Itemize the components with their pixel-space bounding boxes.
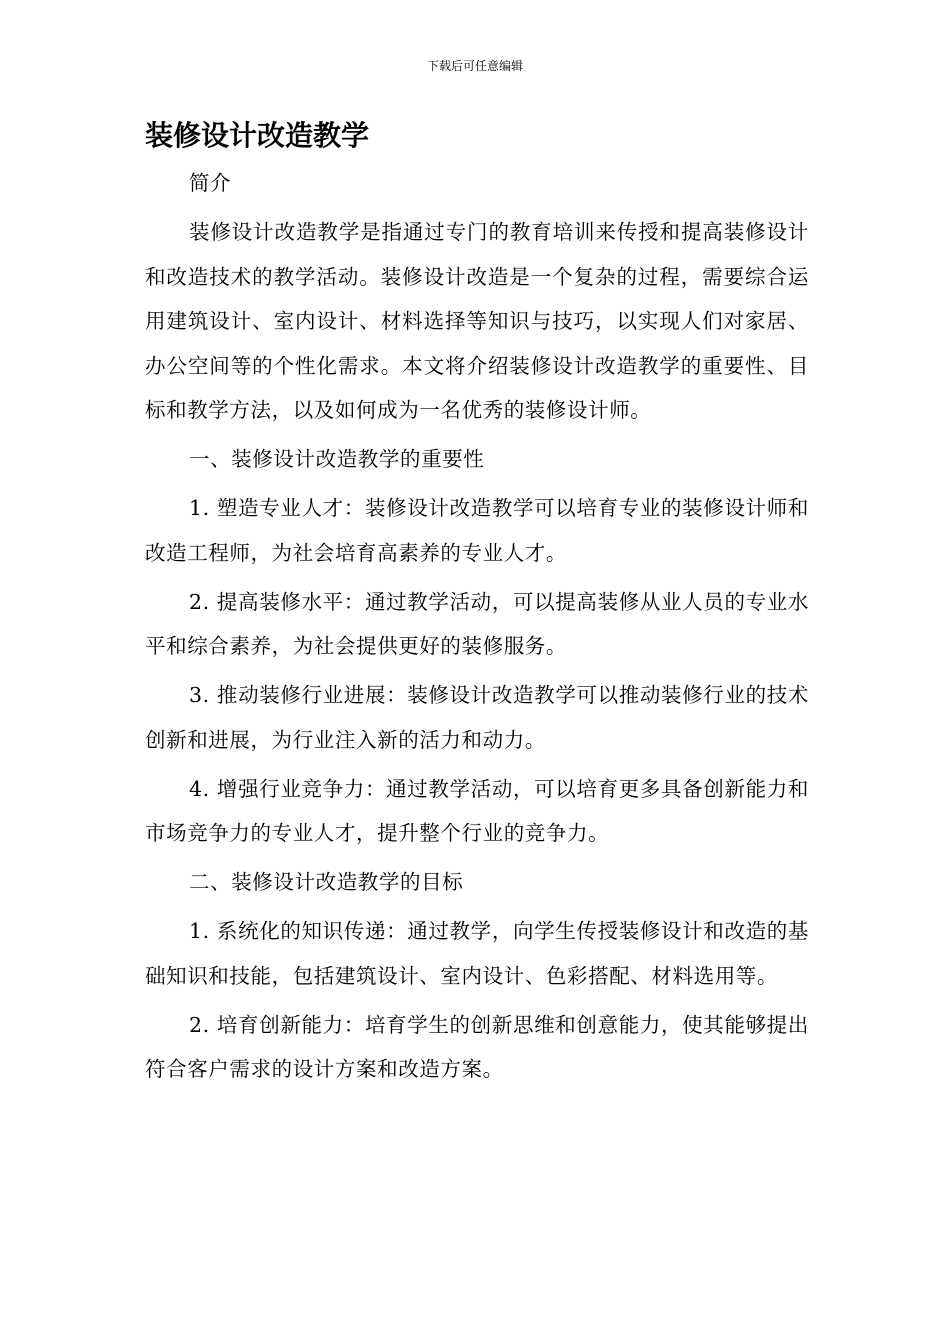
- header-note: 下载后可任意编辑: [426, 59, 523, 73]
- document-title: 装修设计改造教学: [145, 119, 370, 152]
- importance-item-3: 3. 推动装修行业进展：装修设计改造教学可以推动装修行业的技术创新和进展，为行业注入新的活力和动力。: [145, 683, 809, 752]
- importance-item-1: 1. 塑造专业人才：装修设计改造教学可以培育专业的装修设计师和改造工程师，为社会培育高素养的专业人才。: [145, 496, 809, 565]
- goals-item-1: 1. 系统化的知识传递：通过教学，向学生传授装修设计和改造的基础知识和技能，包括建筑设计、室内设计、色彩搭配、材料选用等。: [145, 919, 809, 988]
- section-heading-goals: 二、装修设计改造教学的目标: [189, 870, 464, 894]
- importance-item-2: 2. 提高装修水平：通过教学活动，可以提高装修从业人员的专业水平和综合素养，为社会提供更好的装修服务。: [145, 589, 809, 658]
- intro-paragraph: 装修设计改造教学是指通过专门的教育培训来传授和提高装修设计和改造技术的教学活动。装修设计改造是一个复杂的过程，需要综合运用建筑设计、室内设计、材料选择等知识与技巧，以实现人们对家居、办公空间等的个性化需求。本文将介绍装修设计改造教学的重要性、目标和教学方法，以及如何成为一名优秀的装修设计师。: [145, 220, 809, 422]
- goals-item-2: 2. 培育创新能力：培育学生的创新思维和创意能力，使其能够提出符合客户需求的设计方案和改造方案。: [145, 1012, 809, 1081]
- importance-item-4: 4. 增强行业竞争力：通过教学活动，可以培育更多具备创新能力和市场竞争力的专业人才，提升整个行业的竞争力。: [145, 776, 809, 845]
- document-body: [145, 161, 809, 1092]
- section-heading-importance: 一、装修设计改造教学的重要性: [189, 447, 485, 471]
- section-label-intro: 简介: [189, 171, 232, 195]
